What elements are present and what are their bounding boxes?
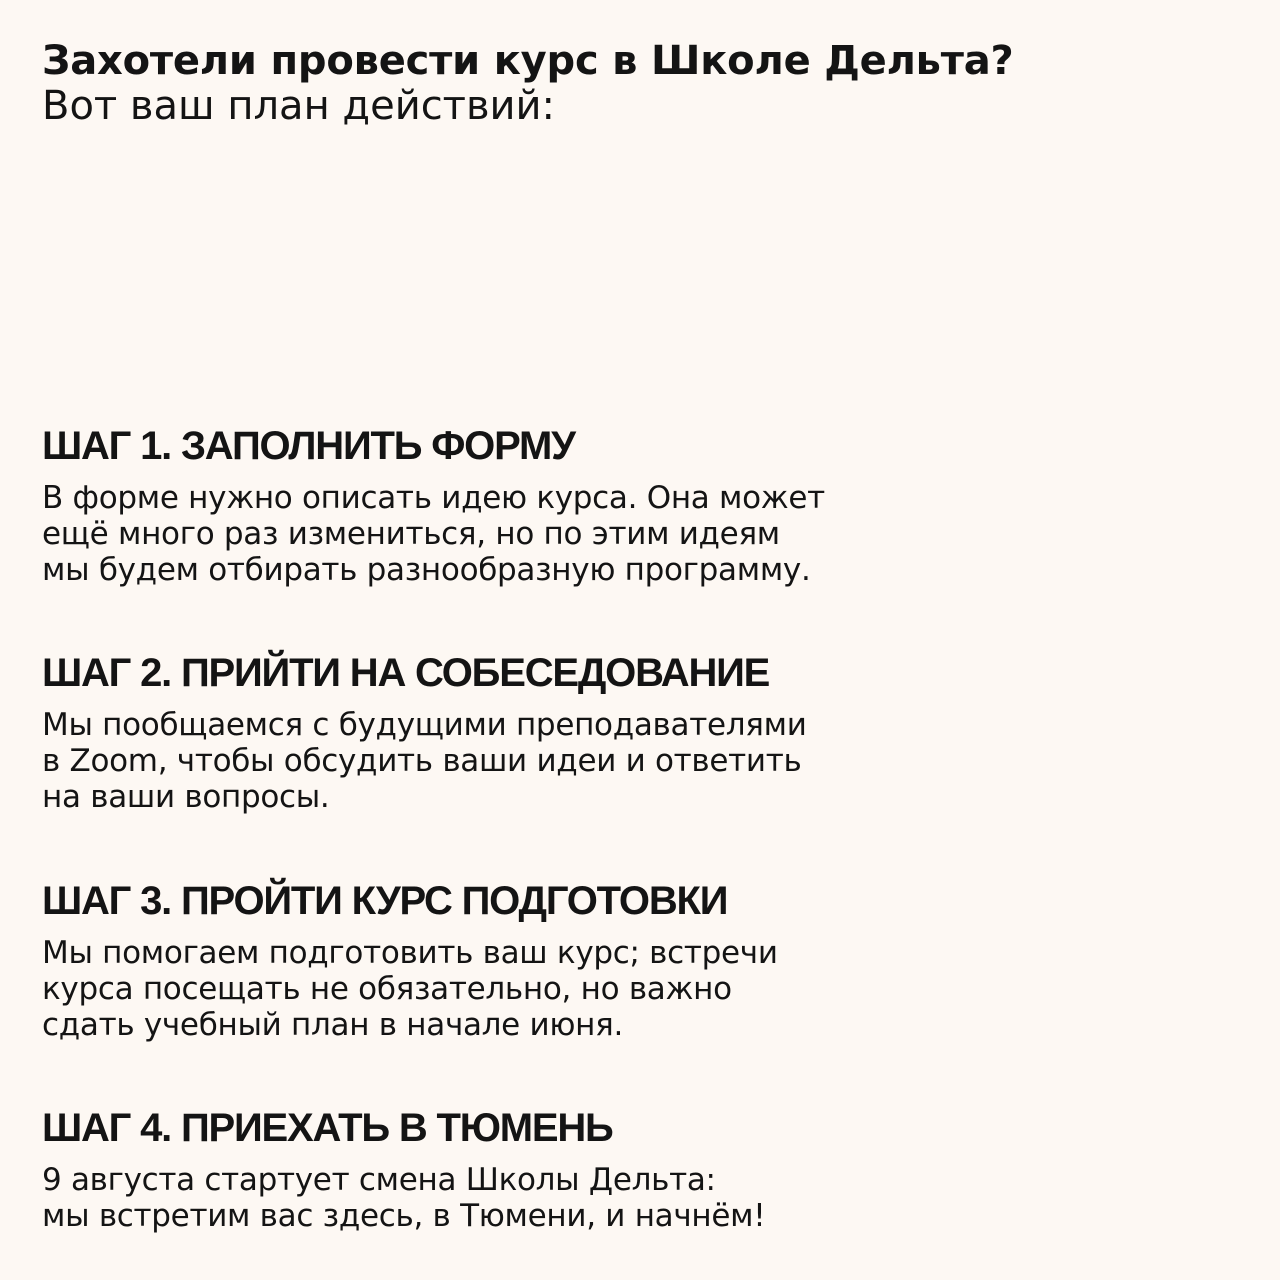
step-1-title: ШАГ 1. ЗАПОЛНИТЬ ФОРМУ: [42, 424, 575, 468]
step-2-description: [42, 707, 1222, 815]
step-4-title: ШАГ 4. ПРИЕХАТЬ В ТЮМЕНЬ: [42, 1106, 613, 1150]
header: [42, 38, 1222, 128]
step-1: [42, 422, 1222, 588]
page-title: Захотели провести курс в Школе Дельта?: [42, 38, 1014, 84]
step-4: [42, 1104, 1222, 1234]
page-subtitle: Вот ваш план действий:: [42, 83, 556, 129]
step-2-line-2: в Zoom, чтобы обсудить ваши идеи и ответить: [42, 743, 802, 779]
step-1-line-1: В форме нужно описать идею курса. Она может: [42, 480, 825, 516]
step-3-line-1: Мы помогаем подготовить ваш курс; встречи: [42, 935, 778, 971]
step-3: [42, 877, 1222, 1043]
step-4-description: [42, 1162, 1222, 1234]
step-3-description: [42, 935, 1222, 1043]
step-4-line-2: мы встретим вас здесь, в Тюмени, и начнём!: [42, 1198, 766, 1234]
step-3-line-3: сдать учебный план в начале июня.: [42, 1007, 624, 1043]
step-2-line-1: Мы пообщаемся с будущими преподавателями: [42, 707, 807, 743]
step-3-line-2: курса посещать не обязательно, но важно: [42, 971, 732, 1007]
step-2-line-3: на ваши вопросы.: [42, 779, 330, 815]
step-2: [42, 649, 1222, 815]
step-1-line-2: ещё много раз измениться, но по этим идеям: [42, 516, 780, 552]
step-1-description: [42, 480, 1222, 588]
step-4-line-1: 9 августа стартует смена Школы Дельта:: [42, 1162, 716, 1198]
step-2-title: ШАГ 2. ПРИЙТИ НА СОБЕСЕДОВАНИЕ: [42, 651, 770, 695]
step-3-title: ШАГ 3. ПРОЙТИ КУРС ПОДГОТОВКИ: [42, 879, 728, 923]
step-1-line-3: мы будем отбирать разнообразную программу.: [42, 552, 811, 588]
